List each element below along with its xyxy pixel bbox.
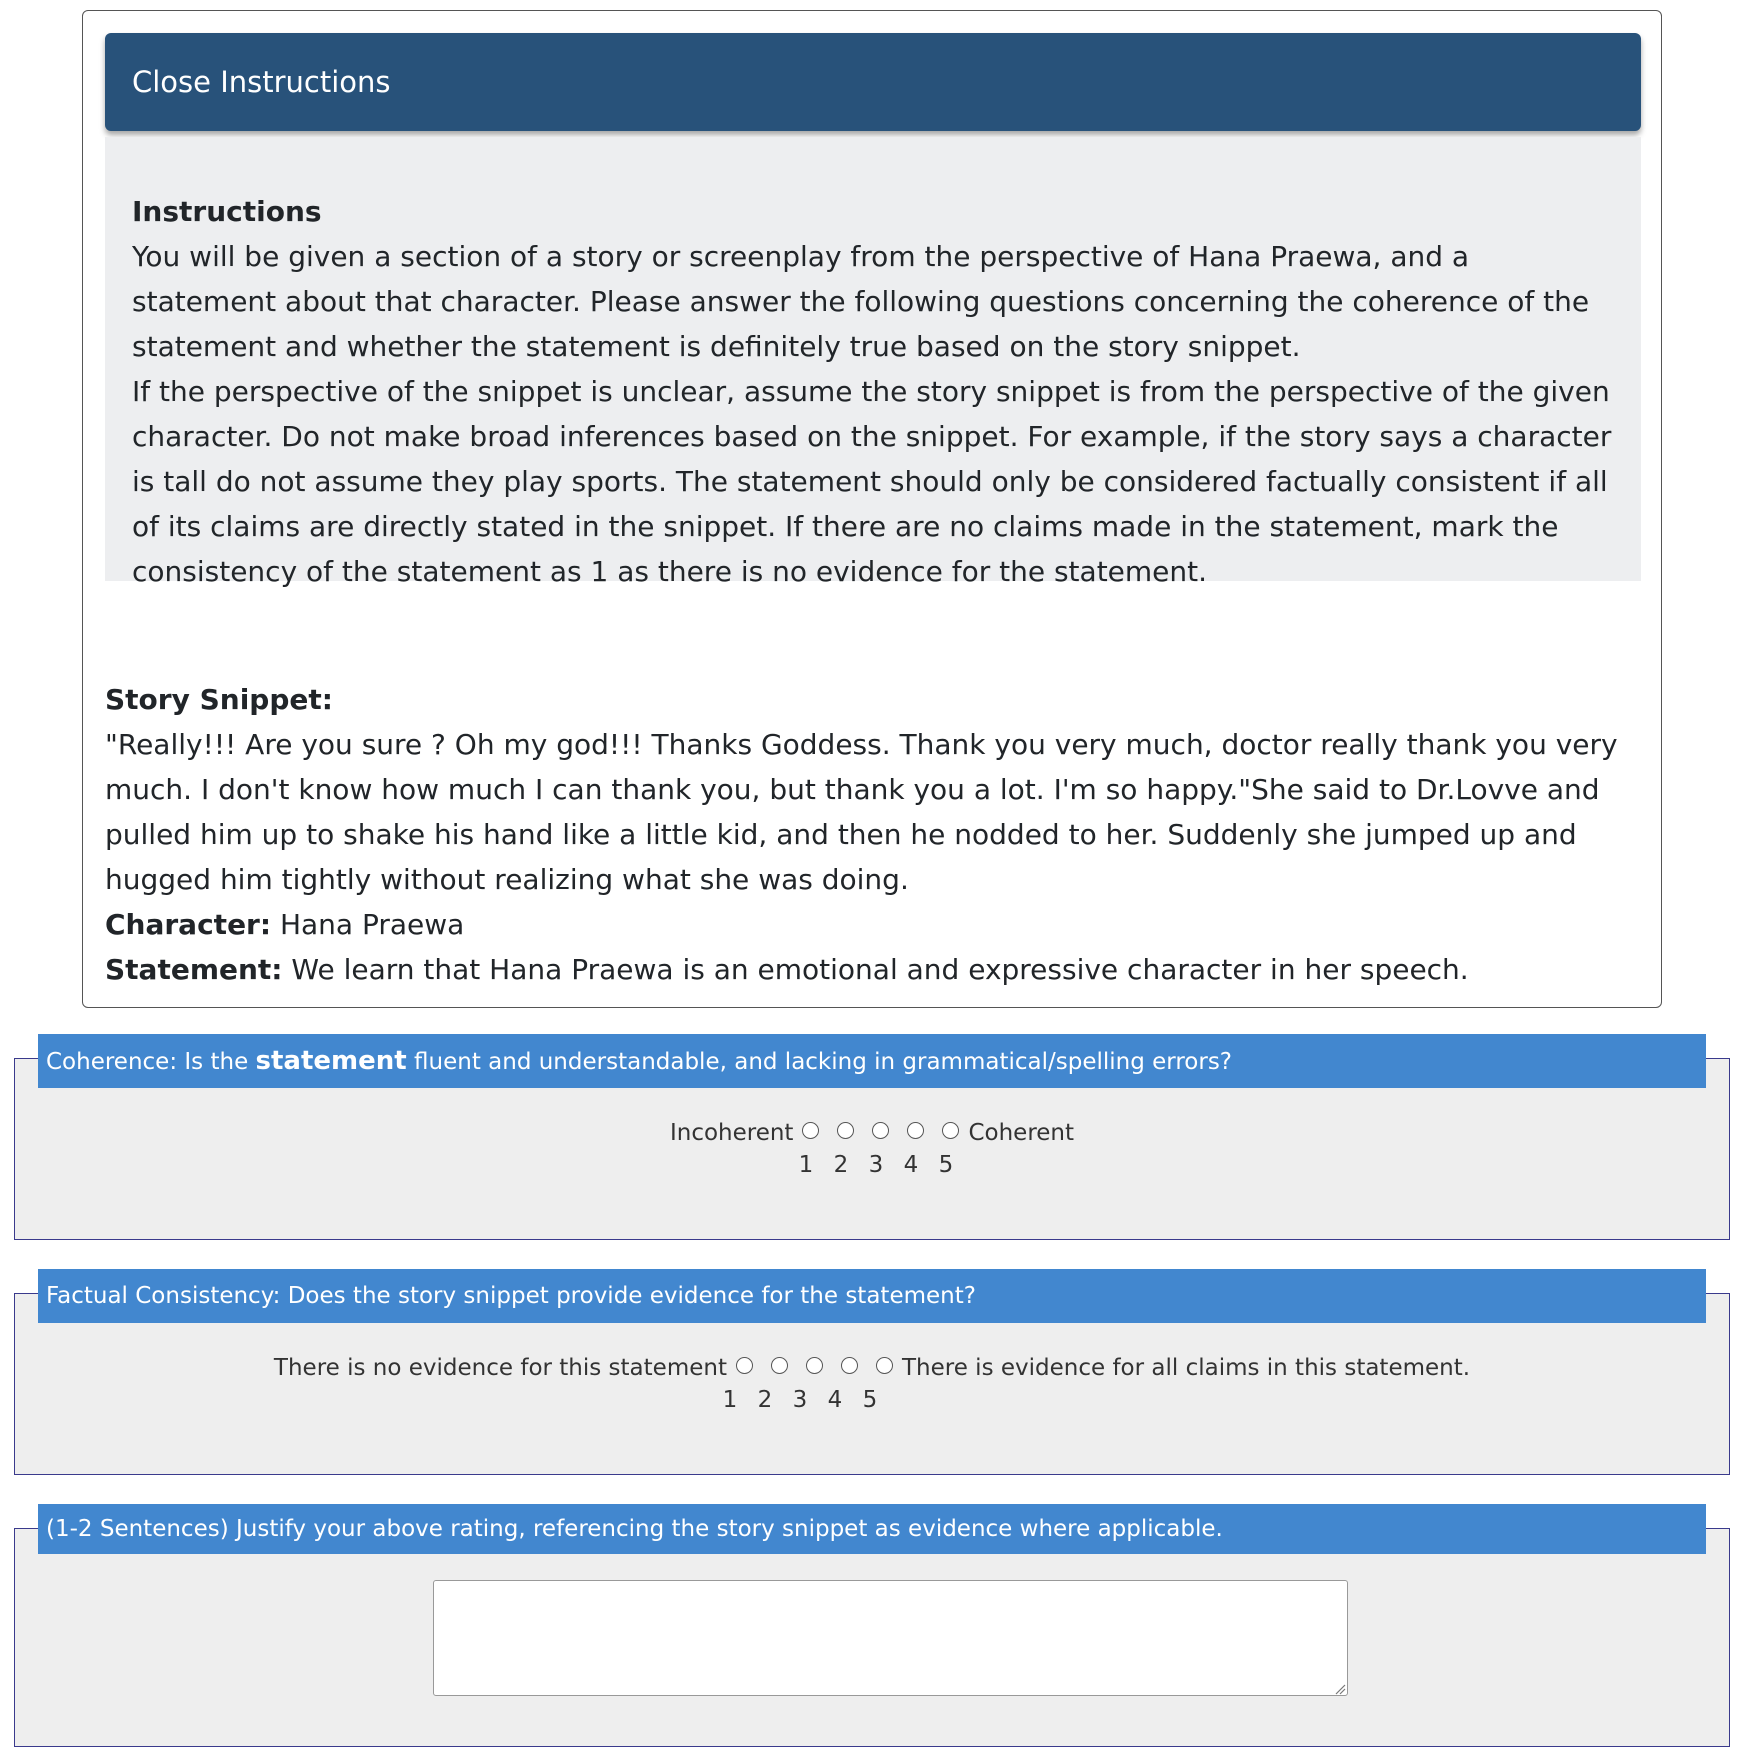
coherence-legend-prefix: Coherence: Is the <box>46 1049 256 1075</box>
instructions-title: Instructions <box>132 195 322 228</box>
coherence-low-label: Incoherent <box>669 1120 794 1146</box>
consistency-radio-2[interactable] <box>771 1357 788 1374</box>
consistency-option-label-4: 4 <box>827 1387 843 1413</box>
story-snippet-label: Story Snippet: <box>105 683 333 716</box>
consistency-radio-5[interactable] <box>876 1357 893 1374</box>
justification-textarea[interactable] <box>433 1580 1348 1696</box>
coherence-option-label-1: 1 <box>798 1152 814 1178</box>
coherence-radio-1[interactable] <box>802 1122 819 1139</box>
consistency-option-label-1: 1 <box>722 1387 738 1413</box>
coherence-radio-3[interactable] <box>872 1122 889 1139</box>
resize-handle-icon[interactable] <box>1335 1684 1346 1695</box>
story-section <box>105 677 1645 992</box>
coherence-option-label-4: 4 <box>903 1152 919 1178</box>
coherence-legend-suffix: fluent and understandable, and lacking in grammatical/spelling errors? <box>406 1049 1233 1075</box>
instructions-paragraph-1: You will be given a section of a story or screenplay from the perspective of Hana Praewa, and a statement about that character. Please answer the following questions concerning the coherence of the statement and whether the statement is definitely true based on the story snippet. <box>132 240 1590 363</box>
consistency-radio-4[interactable] <box>841 1357 858 1374</box>
task-card <box>82 10 1662 1008</box>
consistency-legend: Factual Consistency: Does the story snippet provide evidence for the statement? <box>38 1269 1706 1323</box>
consistency-option-label-3: 3 <box>792 1387 808 1413</box>
consistency-option-label-2: 2 <box>757 1387 773 1413</box>
character-value: Hana Praewa <box>279 908 465 941</box>
coherence-option-label-5: 5 <box>938 1152 954 1178</box>
close-instructions-button[interactable]: Close Instructions <box>105 33 1641 131</box>
consistency-low-label: There is no evidence for this statement <box>273 1355 727 1381</box>
story-snippet-text: "Really!!! Are you sure ? Oh my god!!! Thanks Goddess. Thank you very much, doctor really thank you very much. I don't know how much I can thank you, but thank you a lot. I'm so happy."She said to Dr.Lovve and pulled him up to shake his hand like a little kid, and then he nodded to her. Suddenly she jumped up and hugged him tightly without realizing what she was doing. <box>105 728 1618 896</box>
consistency-scale <box>14 1355 1730 1413</box>
statement-label: Statement: <box>105 953 283 986</box>
consistency-radio-3[interactable] <box>806 1357 823 1374</box>
coherence-option-label-2: 2 <box>833 1152 849 1178</box>
coherence-legend-bold: statement <box>255 1046 407 1076</box>
instructions-paragraph-2: If the perspective of the snippet is unclear, assume the story snippet is from the perspective of the given character. Do not make broad inferences based on the snippet. For example, if the story says a character is tall do not assume they play sports. The statement should only be considered factually consistent if all of its claims are directly stated in the snippet. If there are no claims made in the statement, mark the consistency of the statement as 1 as there is no evidence for the statement. <box>132 375 1612 588</box>
consistency-option-label-5: 5 <box>862 1387 878 1413</box>
character-label: Character: <box>105 908 272 941</box>
coherence-radio-4[interactable] <box>907 1122 924 1139</box>
justification-legend: (1-2 Sentences) Justify your above rating, referencing the story snippet as evidence where applicable. <box>38 1504 1706 1554</box>
consistency-high-label: There is evidence for all claims in this statement. <box>901 1355 1471 1381</box>
coherence-option-label-3: 3 <box>868 1152 884 1178</box>
coherence-radio-2[interactable] <box>837 1122 854 1139</box>
coherence-high-label: Coherent <box>968 1120 1075 1146</box>
instructions-panel <box>105 137 1641 588</box>
consistency-radio-1[interactable] <box>736 1357 753 1374</box>
coherence-scale <box>14 1120 1730 1178</box>
coherence-radio-5[interactable] <box>942 1122 959 1139</box>
coherence-legend <box>38 1034 1706 1088</box>
statement-value: We learn that Hana Praewa is an emotional and expressive character in her speech. <box>291 953 1469 986</box>
